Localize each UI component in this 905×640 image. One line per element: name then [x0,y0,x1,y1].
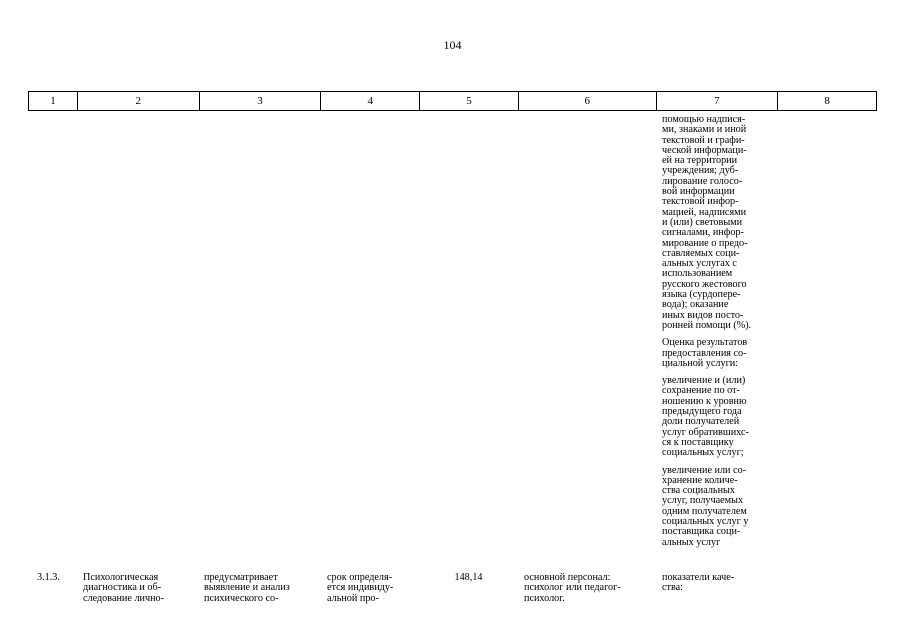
text-line: вой информации [662,186,735,198]
header-cell-6: 6 [518,92,656,110]
text-line: ства: [662,582,684,594]
text-line: диагностика и об- [83,582,162,594]
col7-paragraph-1 [662,115,780,331]
text-line: использованием [662,268,733,280]
text-line: следование лично- [83,592,165,604]
text-line: альных услугах с [662,258,737,270]
text-line: ства социальных [662,485,735,497]
header-cell-7: 7 [656,92,778,110]
indicators-cell [662,573,774,594]
text-line: выявление и анализ [204,582,290,594]
text-line: увеличение или со- [662,464,747,476]
text-line: русского жестового [662,278,747,290]
text-line: ронней помощи (%). [662,319,752,331]
col7-paragraph-2 [662,338,780,369]
header-cell-3: 3 [199,92,321,110]
row-3-1-3-term [327,573,419,604]
text-line: лирование голосо- [662,175,743,187]
text-line: психического со- [204,592,279,604]
text-line: текстовой инфор- [662,196,739,208]
staff-cell [524,573,654,604]
text-line: альных услуг [662,536,721,548]
col7-paragraph-4 [662,466,780,548]
text-line: ми, знаками и иной [662,124,747,136]
text-line: услуг, получаемых [662,495,744,507]
text-line: доли получателей [662,416,740,428]
col7-paragraph-3 [662,376,780,458]
text-line: поставщика соци- [662,526,741,538]
text-line: текстовой и графи- [662,134,745,146]
page-number: 104 [443,38,462,52]
text-line: психолог или педагог- [524,582,621,594]
row-3-1-3-price [419,573,518,583]
text-line: показатели каче- [662,572,735,583]
text-line: увеличение и (или) [662,375,746,387]
text-line: учреждения; дуб- [662,165,739,177]
text-line: предыдущего года [662,406,742,418]
text-line: Психологическая [83,572,159,583]
text-line: одним получателем [662,505,747,517]
text-line: 3.1.3. [37,572,60,583]
service-name-cell [83,573,195,604]
text-line: психолог. [524,592,565,604]
column-7-continuation-text [662,115,780,555]
text-line: мацией, надписями [662,206,747,218]
row-3-1-3-service-name [83,573,195,604]
text-line: сигналами, инфор- [662,227,744,239]
text-line: ся к поставщику [662,436,734,448]
row-3-1-3-indicators [662,573,774,594]
text-line: срок определя- [327,572,393,583]
row-3-1-3-staff [524,573,654,604]
text-line: основной персонал: [524,572,611,583]
header-cell-2: 2 [77,92,199,110]
text-line: языка (сурдопере- [662,289,741,301]
text-line: ется индивиду- [327,582,394,594]
row-number-cell [37,573,77,583]
text-line: хранение количе- [662,474,738,486]
text-line: ношению к уровню [662,395,747,407]
header-cell-4: 4 [320,92,419,110]
price-cell [419,573,518,583]
text-line: мирование о предо- [662,237,748,249]
header-cell-8: 8 [777,92,876,110]
text-line: ей на территории [662,155,738,167]
text-line: предоставления со- [662,347,747,359]
table-header-row [28,91,877,111]
text-line: предусматривает [204,572,278,583]
text-line: 148,14 [454,572,483,583]
text-line: социальных услуг у [662,515,749,527]
header-cell-1: 1 [50,95,56,107]
text-line: ческой информаци- [662,144,747,156]
text-line: иных видов посто- [662,309,744,321]
text-line: вода); оказание [662,299,729,311]
row-3-1-3-number [37,573,77,583]
text-line: Оценка результатов [662,337,748,349]
text-line: ставляемых соци- [662,247,740,259]
text-line: социальных услуг; [662,447,744,459]
text-line: альной про- [327,592,379,604]
text-line: циальной услуги: [662,357,739,369]
row-3-1-3-description [204,573,316,604]
text-line: помощью надпися- [662,114,746,125]
header-cell-5: 5 [419,92,518,110]
text-line: и (или) световыми [662,216,743,228]
description-cell [204,573,316,604]
term-cell [327,573,419,604]
text-line: услуг обратившихс- [662,426,749,438]
text-line: сохранение по от- [662,385,740,397]
